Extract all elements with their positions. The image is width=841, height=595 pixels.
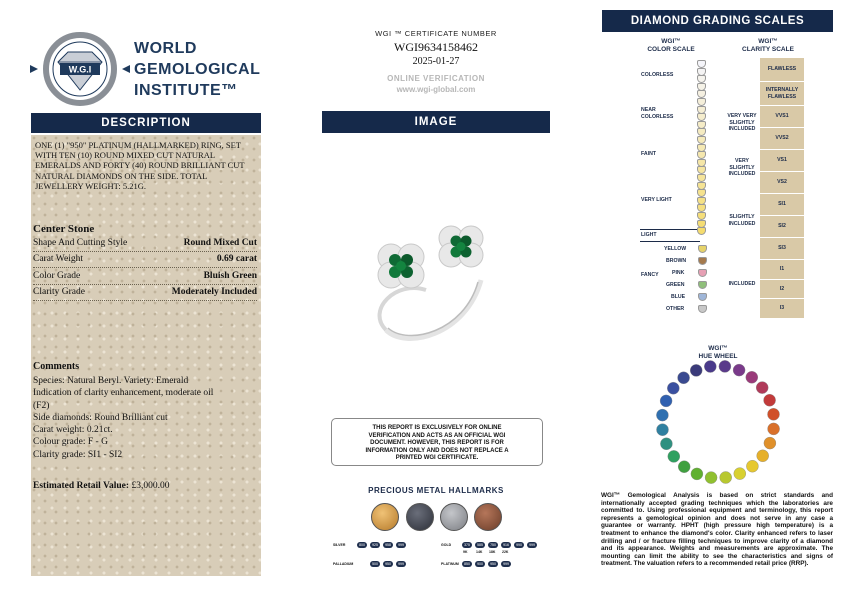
karat-label: 22K (502, 550, 509, 554)
fancy-color-swatch (698, 269, 707, 277)
hallmark-label-silver: SILVER (333, 543, 346, 547)
comment-line: Clarity grade: SI1 - SI2 (33, 449, 123, 460)
karat-label: 18K (489, 550, 496, 554)
detail-value: Bluish Green (203, 271, 257, 281)
fancy-color-swatch (698, 281, 707, 289)
color-grade-diamond (697, 212, 706, 220)
hue-swatch (757, 450, 769, 462)
color-group-label: LIGHT (641, 232, 657, 238)
karat-label: 9K (463, 550, 468, 554)
hallmark-badge: 375 (462, 542, 472, 548)
wgi-emblem-icon (30, 32, 130, 106)
hallmark-badge: 999 (527, 542, 537, 548)
org-name-line1: WORLD (134, 40, 197, 57)
clarity-scale-title: WGI™ CLARITY SCALE (742, 38, 794, 53)
comments-title: Comments (33, 361, 80, 372)
hue-swatch (719, 360, 731, 372)
color-group-label: FANCY (641, 272, 659, 278)
clarity-grade: VS2 (760, 172, 804, 194)
hallmark-label-gold: GOLD (441, 543, 452, 547)
hue-swatch (756, 382, 768, 394)
clarity-group-label: VERY SLIGHTLY INCLUDED (728, 158, 756, 177)
certificate-date: 2025-01-27 (412, 56, 460, 67)
hue-swatch (746, 460, 758, 472)
fancy-color-label: BLUE (671, 294, 686, 300)
fancy-color-swatch (698, 257, 707, 265)
clover-right (439, 226, 483, 267)
hallmark-badge: 750 (488, 542, 498, 548)
detail-row-clarity (33, 285, 257, 301)
wgi-logo (30, 32, 262, 106)
ring-photo (356, 210, 526, 365)
color-grade-diamond (697, 174, 706, 182)
hue-swatch (764, 437, 776, 449)
emblem-text: W.G.I (68, 64, 92, 75)
detail-label: Color Grade (33, 271, 81, 281)
color-grade-diamond (697, 136, 706, 144)
color-grade-diamond (697, 75, 706, 83)
hue-wheel-title: WGI™ HUE WHEEL (698, 345, 738, 360)
detail-row-color (33, 269, 257, 285)
platinum-coin-icon (440, 503, 468, 531)
detail-value: Moderately Included (171, 287, 257, 297)
fancy-color-swatch (698, 245, 707, 253)
silver-coin-icon (406, 503, 434, 531)
hue-swatch (733, 364, 745, 376)
clarity-group-label: VERY VERY SLIGHTLY INCLUDED (727, 113, 757, 132)
color-grade-diamond (697, 227, 706, 235)
fancy-color-swatch (698, 293, 707, 301)
fancy-swatch-column (697, 245, 709, 317)
detail-label: Carat Weight (33, 254, 83, 264)
comment-line: Side diamonds: Round Brilliant cut (33, 412, 168, 423)
clarity-grade: FLAWLESS (760, 58, 804, 82)
detail-row-shape (33, 236, 257, 252)
hallmark-badge: 925 (370, 542, 380, 548)
comment-line: Indication of clarity enhancement, moderate oil (33, 388, 214, 399)
color-group-label: VERY LIGHT (641, 197, 672, 203)
fancy-color-label: BROWN (666, 258, 687, 264)
methodology-note: WGI™ Gemological Analysis is based on strict standards and internationally accepted grading techniques which the laboratories are committed to. Using professional equipment and terminology, this report represents a gemological opinion and does not serve in any case a guarantee or warranty. HPHT (high pressure high temperature) is a treatment to enhance the diamond's color. Clarity enhanced refers to laser drilling and / or fracture filling techniques to improve clarity of a diamond and its appearance. Weights and measurements are approximate. The mounting can limit the ability to see the characteristics and signs of treatment. The valuation refers to a recommended retail price (RRP). (601, 492, 833, 568)
clarity-grade: VS1 (760, 150, 804, 172)
hallmark-label-palladium: PALLADIUM (333, 562, 354, 566)
org-name-line3: INSTITUTE™ (134, 82, 238, 99)
hue-swatch (746, 371, 758, 383)
color-grade-diamond (697, 189, 706, 197)
fancy-color-swatch (698, 305, 707, 313)
hallmark-badge: 800 (357, 542, 367, 548)
clarity-grade: SI3 (760, 238, 804, 260)
detail-row-carat (33, 252, 257, 268)
light-divider (640, 229, 700, 230)
clarity-grade: SI2 (760, 216, 804, 238)
clarity-grade: VVS2 (760, 128, 804, 150)
hue-swatch (678, 461, 690, 473)
hallmark-badge: 585 (475, 542, 485, 548)
clarity-grade: SI1 (760, 194, 804, 216)
hue-swatch (657, 424, 669, 436)
image-header: IMAGE (322, 111, 550, 133)
retail-label: Estimated Retail Value: (33, 481, 130, 491)
clarity-grade: I1 (760, 260, 804, 280)
comment-line: Colour grade: F - G (33, 437, 108, 448)
hallmarks-title: PRECIOUS METAL HALLMARKS (368, 486, 504, 495)
hue-swatch (734, 468, 746, 480)
color-group-label: NEAR COLORLESS (641, 107, 674, 120)
hallmark-badge: 900 (475, 561, 485, 567)
certificate-number: WGI9634158462 (394, 40, 478, 54)
hallmark-badge: 999 (396, 542, 406, 548)
hue-swatch (660, 438, 672, 450)
fancy-color-label: GREEN (666, 282, 685, 288)
color-scale-title: WGI™ COLOR SCALE (647, 38, 695, 53)
description-header: DESCRIPTION (31, 113, 261, 133)
hallmark-badge: 850 (462, 561, 472, 567)
hallmark-badge: 999 (501, 561, 511, 567)
hue-swatch (705, 472, 717, 484)
color-grade-diamond (697, 60, 706, 68)
hue-swatch (764, 394, 776, 406)
detail-label: Shape And Cutting Style (33, 238, 128, 248)
estimated-retail-value (33, 481, 169, 491)
hallmark-badge: 958 (383, 542, 393, 548)
detail-label: Clarity Grade (33, 287, 85, 297)
hue-swatch (656, 409, 668, 421)
hallmark-badge: 500 (370, 561, 380, 567)
clarity-group-label: INCLUDED (728, 281, 756, 287)
online-verification-url[interactable]: www.wgi-global.com (396, 85, 476, 94)
color-group-label: FAINT (641, 151, 656, 157)
comment-line: Carat weight: 0.21ct. (33, 425, 113, 436)
hallmark-badge: 916 (501, 542, 511, 548)
hue-swatch (691, 468, 703, 480)
certificate-number-label: WGI ™ CERTIFICATE NUMBER (375, 29, 497, 38)
description-panel (31, 135, 261, 576)
hue-swatch (678, 372, 690, 384)
hallmark-badge: 950 (383, 561, 393, 567)
comment-line: Species: Natural Beryl. Variety: Emerald (33, 376, 189, 386)
fancy-color-label: OTHER (666, 306, 685, 312)
color-grade-diamond (697, 151, 706, 159)
online-verification-label: ONLINE VERIFICATION (387, 74, 485, 83)
hue-swatch (720, 472, 732, 484)
hue-wheel-icon (648, 352, 788, 488)
clarity-grade: I3 (779, 305, 785, 312)
color-grade-diamond (697, 113, 706, 121)
verification-disclaimer: THIS REPORT IS EXCLUSIVELY FOR ONLINE VERIFICATION AND ACTS AS AN OFFICIAL WGI DOCUMENT. HOWEVER, THIS REPORT IS FOR INFORMATION ONLY AND DOES NOT REPLACE A PRINTED WGI CERTIFICATE. (331, 418, 543, 466)
comment-line: (F2) (33, 400, 50, 411)
clarity-grade: INTERNALLY FLAWLESS (760, 82, 804, 106)
fancy-color-label: PINK (672, 270, 685, 276)
color-grade-diamond (697, 98, 706, 106)
hallmark-badge: 950 (488, 561, 498, 567)
gold-coin-icon (371, 503, 399, 531)
palladium-coin-icon (474, 503, 502, 531)
karat-label: 14K (476, 550, 483, 554)
hallmark-badge: 999 (396, 561, 406, 567)
light-divider (640, 241, 700, 242)
hallmark-badge: 990 (514, 542, 524, 548)
clarity-grade-column (760, 58, 804, 318)
fancy-color-label: YELLOW (664, 246, 687, 252)
clarity-grade: I2 (760, 280, 804, 299)
detail-value: Round Mixed Cut (183, 238, 257, 248)
hue-swatch (690, 364, 702, 376)
description-text: ONE (1) "950" PLATINUM (HALLMARKED) RING, SET WITH TEN (10) ROUND MIXED CUT NATURAL EMERALDS AND FORTY (40) ROUND BRILLIANT CUT NATURAL DIAMONDS ON THE SIDE. TOTAL JEWELLERY WEIGHT: 5.21G. (35, 140, 245, 191)
clover-left (378, 244, 424, 288)
comments-body (33, 375, 255, 461)
color-diamond-column (696, 60, 708, 236)
center-stone-title: Center Stone (33, 223, 95, 235)
hallmark-label-platinum: PLATINUM (441, 562, 459, 566)
hue-swatch (768, 408, 780, 420)
color-group-label: COLORLESS (641, 72, 674, 78)
org-name-line2: GEMOLOGICAL (134, 61, 261, 78)
grading-scales-header: DIAMOND GRADING SCALES (602, 10, 833, 32)
hue-swatch (667, 382, 679, 394)
hue-swatch (668, 450, 680, 462)
retail-value: £3,000.00 (131, 481, 170, 491)
clarity-group-label: SLIGHTLY INCLUDED (728, 214, 756, 227)
detail-value: 0.69 carat (216, 254, 257, 264)
clarity-grade: VVS1 (760, 106, 804, 128)
hue-swatch (660, 395, 672, 407)
hue-swatch (768, 423, 780, 435)
hue-swatch (704, 361, 716, 373)
